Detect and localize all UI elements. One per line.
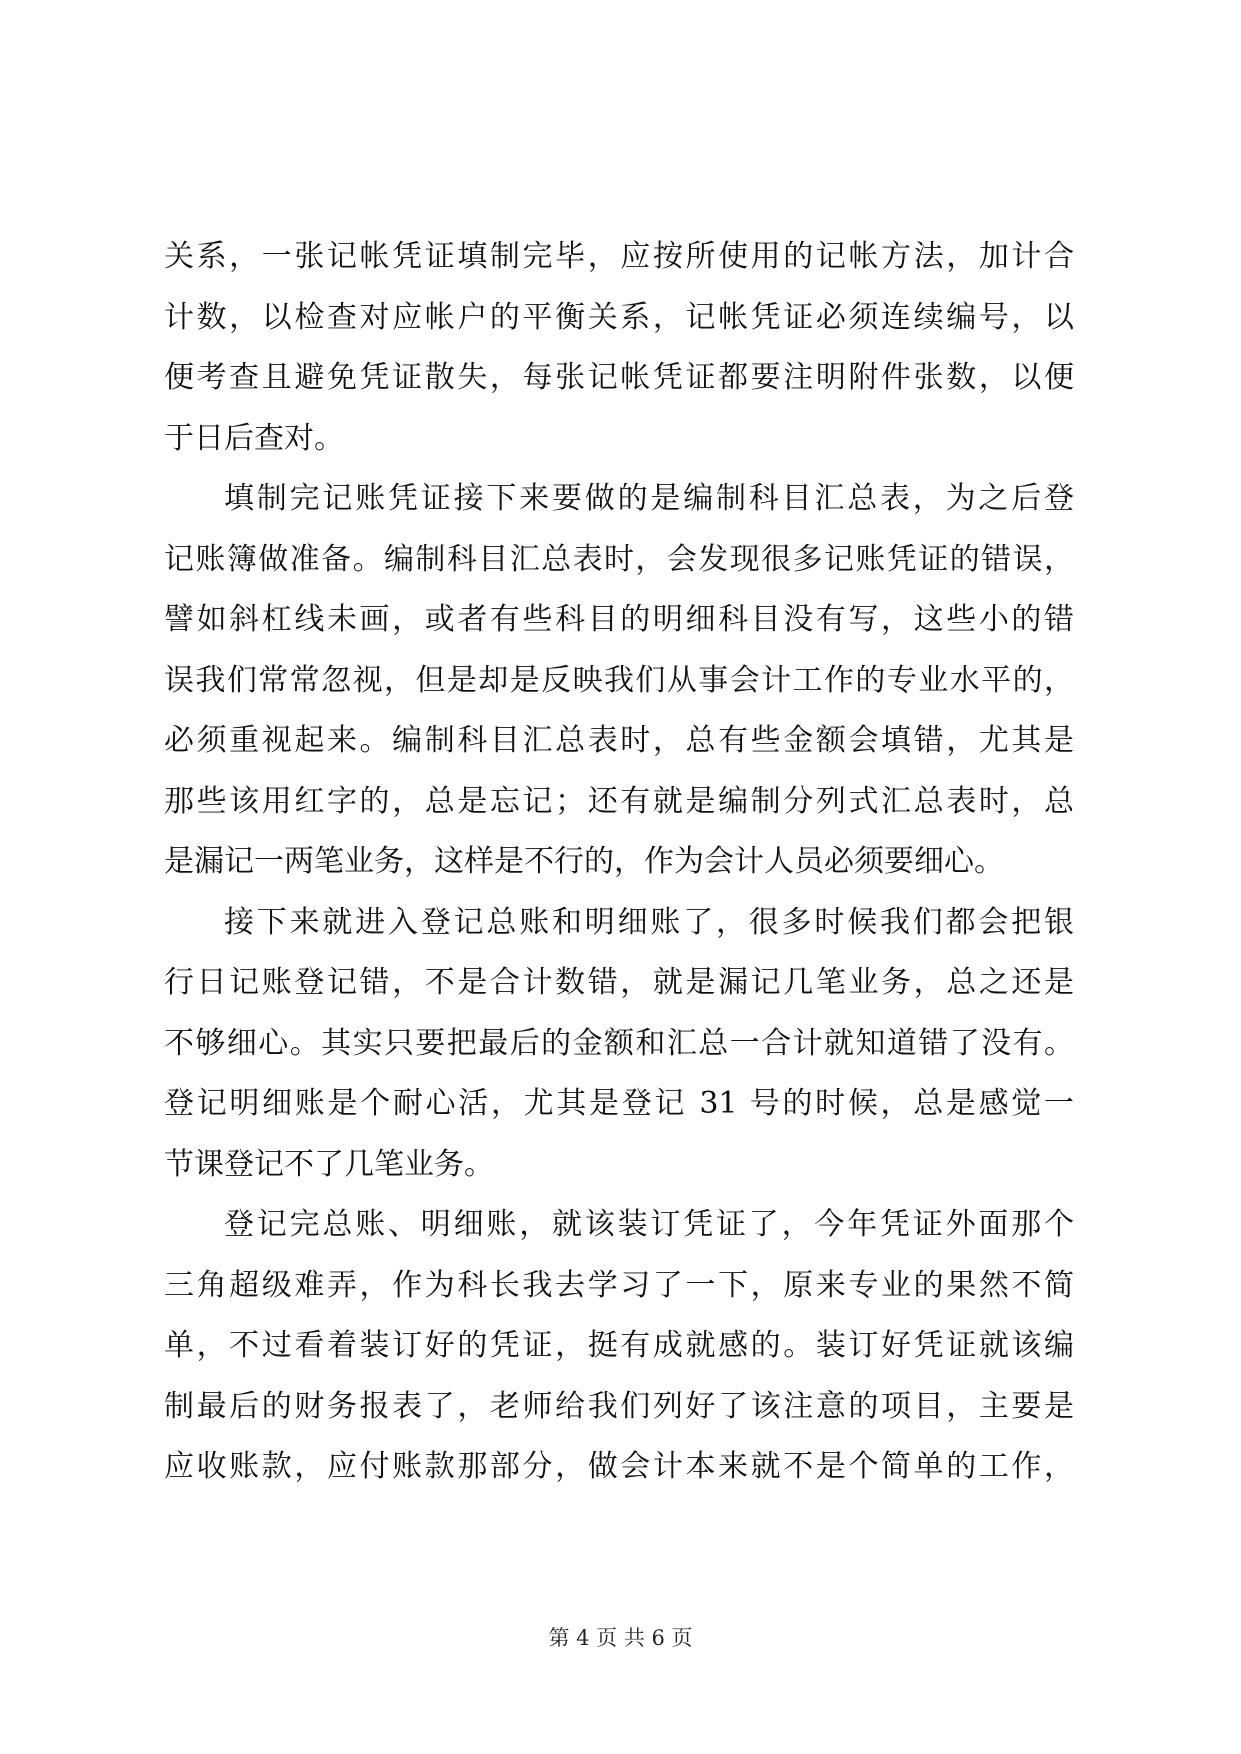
text-line: 便考查且避免凭证散失，每张记帐凭证都要注明附件张数，以便 [164,360,1074,395]
text-line: 行日记账登记错，不是合计数错，就是漏记几笔业务，总之还是 [164,965,1074,1000]
text-line: 接下来就进入登记总账和明细账了，很多时候我们都会把银 [224,904,1074,940]
text-line: 三角超级难弄，作为科长我去学习了一下，原来专业的果然不简 [164,1267,1074,1303]
text-line: 记账簿做准备。编制科目汇总表时，会发现很多记账凭证的错误， [164,541,1074,577]
text-line: 填制完记账凭证接下来要做的是编制科目汇总表，为之后登 [224,481,1074,516]
text-line: 误我们常常忽视，但是却是反映我们从事会计工作的专业水平的， [164,662,1074,698]
text-line: 是漏记一两笔业务，这样是不行的，作为会计人员必须要细心。 [164,844,1004,879]
text-line: 关系，一张记帐凭证填制完毕，应按所使用的记帐方法，加计合 [164,239,1074,274]
text-line: 那些该用红字的，总是忘记；还有就是编制分列式汇总表时，总 [164,783,1074,819]
paragraph [164,469,1074,893]
text-line: 登记完总账、明细账，就该装订凭证了，今年凭证外面那个 [224,1207,1074,1242]
paragraph [164,893,1074,1196]
text-line: 登记明细账是个耐心活，尤其是登记 31 号的时候，总是感觉一 [164,1086,1074,1121]
text-line: 计数，以检查对应帐户的平衡关系，记帐凭证必须连续编号，以 [164,299,1074,335]
text-line: 不够细心。其实只要把最后的金额和汇总一合计就知道错了没有。 [164,1025,1074,1061]
text-line: 制最后的财务报表了，老师给我们列好了该注意的项目，主要是 [164,1388,1074,1424]
text-line: 必须重视起来。编制科目汇总表时，总有些金额会填错，尤其是 [164,723,1074,758]
page-footer: 第 4 页 共 6 页 [548,1626,693,1650]
text-line: 应收账款，应付账款那部分，做会计本来就不是个简单的工作， [164,1449,1074,1484]
paragraph [164,1195,1074,1498]
text-line: 譬如斜杠线未画，或者有些科目的明细科目没有写，这些小的错 [164,602,1074,637]
document-body [164,227,1074,1498]
text-line: 单，不过看着装订好的凭证，挺有成就感的。装订好凭证就该编 [164,1328,1074,1363]
text-line: 节课登记不了几笔业务。 [164,1146,494,1182]
paragraph [164,227,1074,469]
text-line: 于日后查对。 [164,420,344,456]
